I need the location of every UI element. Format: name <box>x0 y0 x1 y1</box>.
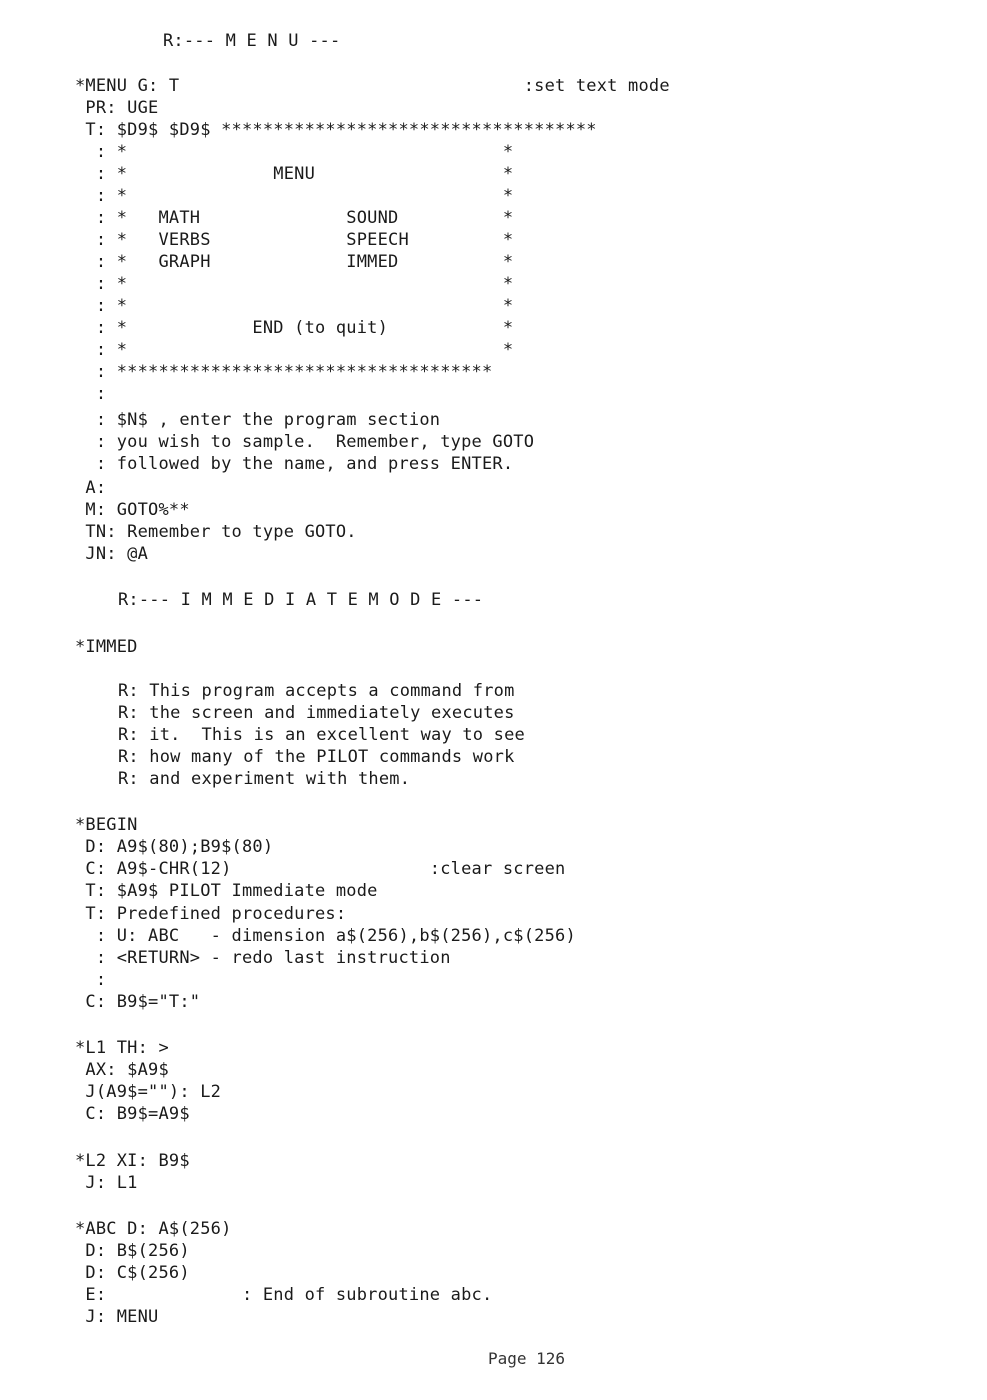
code-line: C: B9$="T:" <box>75 992 201 1012</box>
code-line: : $N$ , enter the program section <box>75 410 441 430</box>
code-line: E: : End of subroutine abc. <box>75 1285 493 1305</box>
code-line: T: $A9$ PILOT Immediate mode <box>75 881 378 901</box>
code-line: AX: $A9$ <box>75 1060 169 1080</box>
code-line: : * END (to quit) * <box>75 318 514 338</box>
code-line: : * * <box>75 296 514 316</box>
code-line: : you wish to sample. Remember, type GOTO <box>75 432 535 452</box>
code-line: TN: Remember to type GOTO. <box>75 522 357 542</box>
code-line: : U: ABC - dimension a$(256),b$(256),c$(256) <box>75 926 576 946</box>
code-line: D: B$(256) <box>75 1241 190 1261</box>
code-line: *MENU G: T :set text mode <box>75 76 670 96</box>
code-line: *ABC D: A$(256) <box>75 1219 232 1239</box>
code-line: : * * <box>75 186 514 206</box>
code-line: D: A9$(80);B9$(80) <box>75 837 274 857</box>
code-line: T: Predefined procedures: <box>75 904 347 924</box>
code-line: M: GOTO%** <box>75 500 190 520</box>
code-line: *BEGIN <box>75 815 138 835</box>
code-line: R: the screen and immediately executes <box>118 703 515 723</box>
code-line: : <RETURN> - redo last instruction <box>75 948 451 968</box>
code-line: *L2 XI: B9$ <box>75 1151 190 1171</box>
page-number: Page 126 <box>488 1349 566 1368</box>
code-line: PR: UGE <box>75 98 159 118</box>
code-line: : * VERBS SPEECH * <box>75 230 514 250</box>
code-line: : * * <box>75 274 514 294</box>
code-line: R:--- I M M E D I A T E M O D E --- <box>118 590 484 610</box>
code-line: : <box>75 384 107 404</box>
code-line: : * MENU * <box>75 164 514 184</box>
code-line: : * * <box>75 142 514 162</box>
code-line: R: it. This is an excellent way to see <box>118 725 525 745</box>
code-line: R: This program accepts a command from <box>118 681 515 701</box>
code-line: *IMMED <box>75 637 138 657</box>
code-line: JN: @A <box>75 544 149 564</box>
code-line: C: B9$=A9$ <box>75 1104 190 1124</box>
code-line: J: MENU <box>75 1307 159 1327</box>
code-line: : * MATH SOUND * <box>75 208 514 228</box>
code-line: D: C$(256) <box>75 1263 190 1283</box>
code-line: : <box>75 970 107 990</box>
code-line: : ************************************ <box>75 362 493 382</box>
code-line: T: $D9$ $D9$ ************************************ <box>75 120 597 140</box>
code-line: C: A9$-CHR(12) :clear screen <box>75 859 566 879</box>
code-line: R: how many of the PILOT commands work <box>118 747 515 767</box>
code-line: : * GRAPH IMMED * <box>75 252 514 272</box>
code-line: : * * <box>75 340 514 360</box>
code-line: J(A9$=""): L2 <box>75 1082 222 1102</box>
code-line: A: <box>75 478 107 498</box>
code-line: R: and experiment with them. <box>118 769 411 789</box>
code-line: *L1 TH: > <box>75 1038 169 1058</box>
code-line: : followed by the name, and press ENTER. <box>75 454 514 474</box>
code-line: J: L1 <box>75 1173 138 1193</box>
code-line: R:--- M E N U --- <box>163 31 341 51</box>
